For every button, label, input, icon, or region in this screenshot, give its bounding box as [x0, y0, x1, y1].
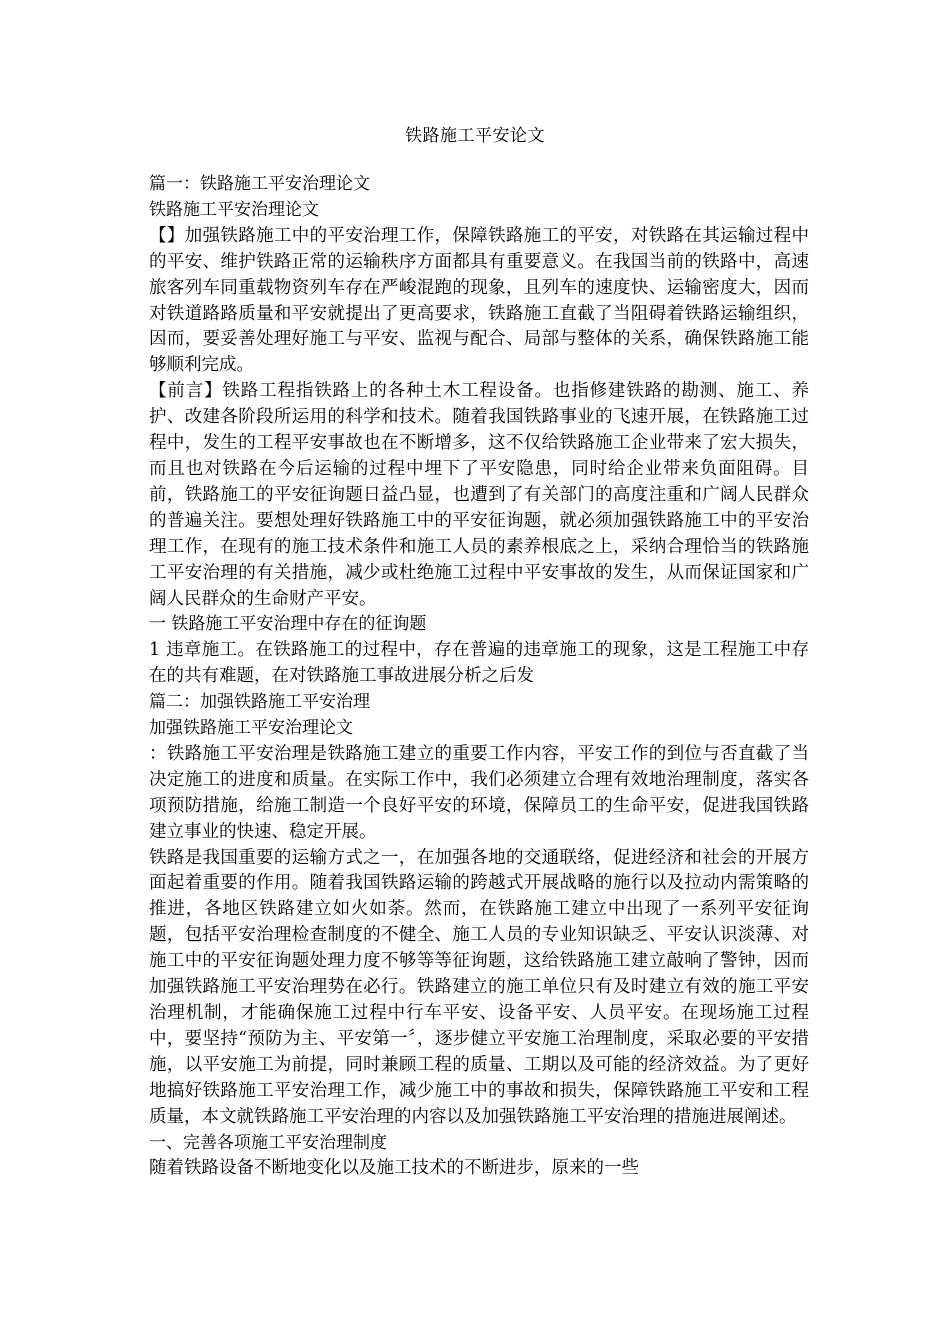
- preface-paragraph: 【前言】铁路工程指铁路上的各种土木工程设备。也指修建铁路的勘测、施工、养护、改建各阶段所运用的科学和技术。随着我国铁路事业的飞速开展，在铁路施工过程中，发生的工程平安事故也在不断增多，这不仅给铁路施工企业带来了宏大损失，而且也对铁路在今后运输的过程中埋下了平安隐患，同时给企业带来负面阻碍。目前，铁路施工的平安征询题日益凸显，也遭到了有关部门的高度注重和广阔人民群众的普遍关注。要想处理好铁路施工中的平安征询题，就必须加强铁路施工中的平安治理工作，在现有的施工技术条件和施工人员的素养根底之上，采纳合理恰当的铁路施工平安治理的有关措施，减少或杜绝施工过程中平安事故的发生，从而保证国家和广阔人民群众的生命财产平安。: [149, 381, 809, 609]
- document-body: [149, 172, 809, 1182]
- regulations-paragraph: 随着铁路设备不断地变化以及施工技术的不断进步，原来的一些: [149, 1158, 639, 1179]
- section-heading-regulations: 一、完善各项施工平安治理制度: [149, 1132, 387, 1153]
- introduction-paragraph: 铁路是我国重要的运输方式之一，在加强各地的交通联络，促进经济和社会的开展方面起着重要的作用。随着我国铁路运输的跨越式开展战略的施行以及拉动内需策略的推进，各地区铁路建立如火如荼。然而，在铁路施工建立中出现了一系列平安征询题，包括平安治理检查制度的不健全、施工人员的专业知识缺乏、平安认识淡薄、对施工中的平安征询题处理力度不够等等征询题，这给铁路施工建立敲响了警钟，因而加强铁路施工平安治理势在必行。铁路建立的施工单位只有及时建立有效的施工平安治理机制，才能确保施工过程中行车平安、设备平安、人员平安。在现场施工过程中，要坚持“预防为主、平安第一〞，逐步健立平安施工治理制度，采取必要的平安措施，以平安施工为前提，同时兼顾工程的质量、工期以及可能的经济效益。为了更好地搞好铁路施工平安治理工作，减少施工中的事故和损失，保障铁路施工平安和工程质量，本文就铁路施工平安治理的内容以及加强铁路施工平安治理的措施进展阐述。: [149, 847, 809, 1127]
- section-heading-problems: 一 铁路施工平安治理中存在的征询题: [149, 614, 427, 635]
- summary-paragraph: ：铁路施工平安治理是铁路施工建立的重要工作内容，平安工作的到位与否直截了当决定施工的进度和质量。在实际工作中，我们必须建立合理有效地治理制度，落实各项预防措施，给施工制造一个良好平安的环境，保障员工的生命平安，促进我国铁路建立事业的快速、稳定开展。: [149, 743, 809, 842]
- abstract-paragraph: 【】加强铁路施工中的平安治理工作，保障铁路施工的平安，对铁路在其运输过程中的平安、维护铁路正常的运输秩序方面都具有重要意义。在我国当前的铁路中，高速旅客列车同重载物资列车存在严峻混跑的现象，且列车的速度快、运输密度大，因而对铁道路路质量和平安就提出了更高要求，铁路施工直截了当阻碍着铁路运输组织，因而，要妥善处理好施工与平安、监视与配合、局部与整体的关系，确保铁路施工能够顺利完成。: [149, 225, 809, 376]
- violation-paragraph: 1 违章施工。在铁路施工的过程中，存在普遍的违章施工的现象，这是工程施工中存在的共有难题，在对铁路施工事故进展分析之后发: [149, 640, 809, 687]
- article-title-one: 铁路施工平安治理论文: [149, 199, 319, 220]
- section-heading-part-one: 篇一：铁路施工平安治理论文: [149, 174, 370, 194]
- document-title: 铁路施工平安论文: [405, 126, 545, 146]
- article-title-two: 加强铁路施工平安治理论文: [149, 718, 353, 739]
- section-heading-part-two: 篇二：加强铁路施工平安治理: [149, 692, 370, 713]
